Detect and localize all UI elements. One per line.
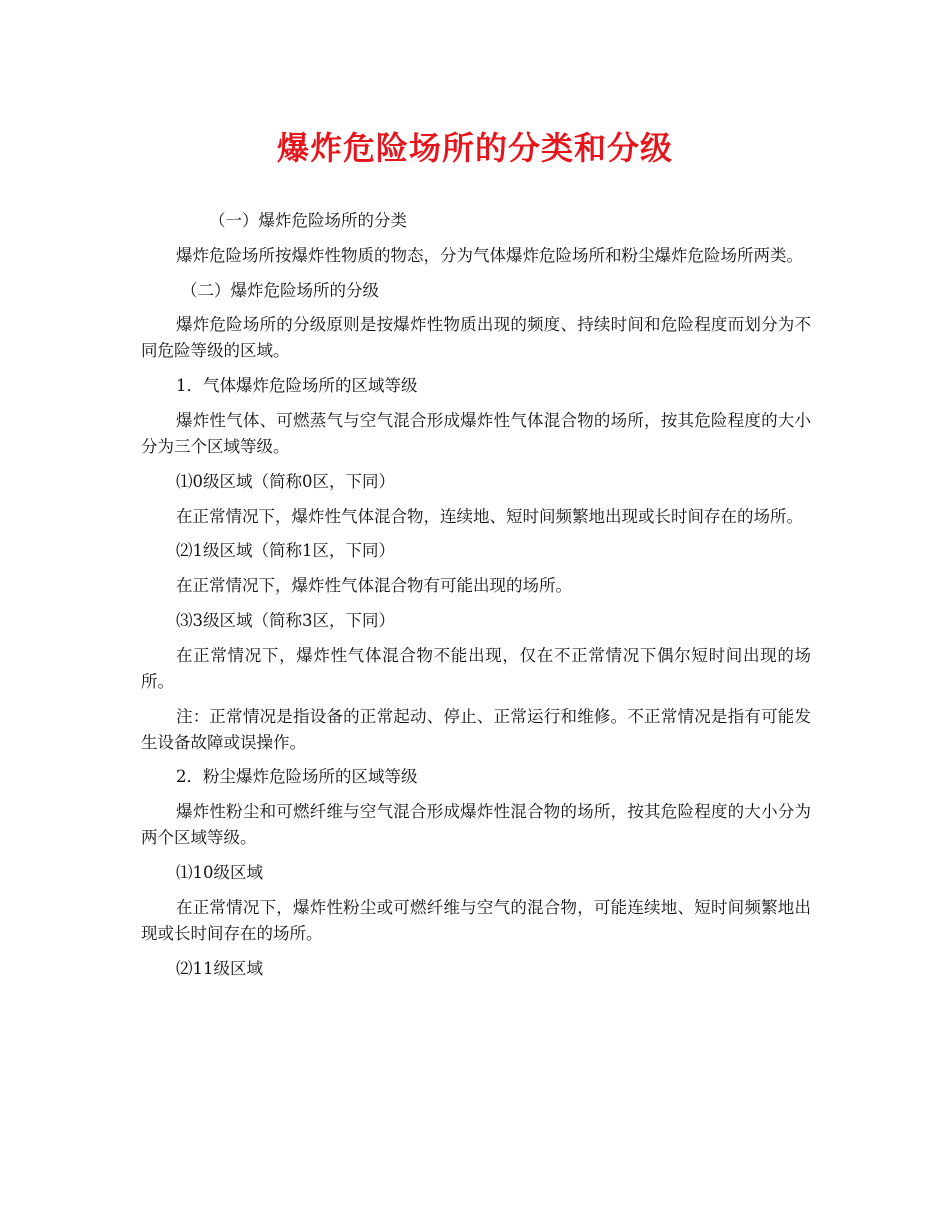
list-item-heading: ⑵11级区域 bbox=[176, 958, 263, 978]
subsection-heading: 2．粉尘爆炸危险场所的区域等级 bbox=[176, 767, 418, 787]
document-title: 爆炸危险场所的分类和分级 bbox=[276, 129, 673, 167]
note-paragraph: 注：正常情况是指设备的正常起动、停止、正常运行和维修。不正常情况是指有可能发生设备故障或误操作。 bbox=[141, 706, 811, 752]
list-item-heading: ⑶3级区域（简称3区，下同） bbox=[176, 610, 395, 630]
list-item-heading: ⑵1级区域（简称1区，下同） bbox=[176, 541, 395, 561]
list-item-heading: ⑴10级区域 bbox=[176, 862, 263, 882]
section-heading: （二）爆炸危险场所的分级 bbox=[181, 280, 379, 300]
document-body bbox=[141, 208, 811, 982]
paragraph: 爆炸危险场所的分级原则是按爆炸性物质出现的频度、持续时间和危险程度而划分为不同危险等级的区域。 bbox=[141, 315, 811, 361]
paragraph: 在正常情况下，爆炸性粉尘或可燃纤维与空气的混合物，可能连续地、短时间频繁地出现或长时间存在的场所。 bbox=[141, 897, 811, 943]
paragraph: 在正常情况下，爆炸性气体混合物，连续地、短时间频繁地出现或长时间存在的场所。 bbox=[176, 506, 803, 526]
section-heading: （一）爆炸危险场所的分类 bbox=[209, 211, 407, 230]
subsection-heading: 1．气体爆炸危险场所的区域等级 bbox=[176, 376, 418, 396]
paragraph: 在正常情况下，爆炸性气体混合物不能出现，仅在不正常情况下偶尔短时间出现的场所。 bbox=[141, 645, 811, 691]
paragraph: 爆炸性粉尘和可燃纤维与空气混合形成爆炸性混合物的场所，按其危险程度的大小分为两个区域等级。 bbox=[141, 802, 811, 848]
list-item-heading: ⑴0级区域（简称0区，下同） bbox=[176, 471, 395, 491]
paragraph: 爆炸危险场所按爆炸性物质的物态，分为气体爆炸危险场所和粉尘爆炸危险场所两类。 bbox=[176, 245, 803, 265]
paragraph: 爆炸性气体、可燃蒸气与空气混合形成爆炸性气体混合物的场所，按其危险程度的大小分为三个区域等级。 bbox=[141, 410, 811, 456]
paragraph: 在正常情况下，爆炸性气体混合物有可能出现的场所。 bbox=[176, 576, 572, 596]
